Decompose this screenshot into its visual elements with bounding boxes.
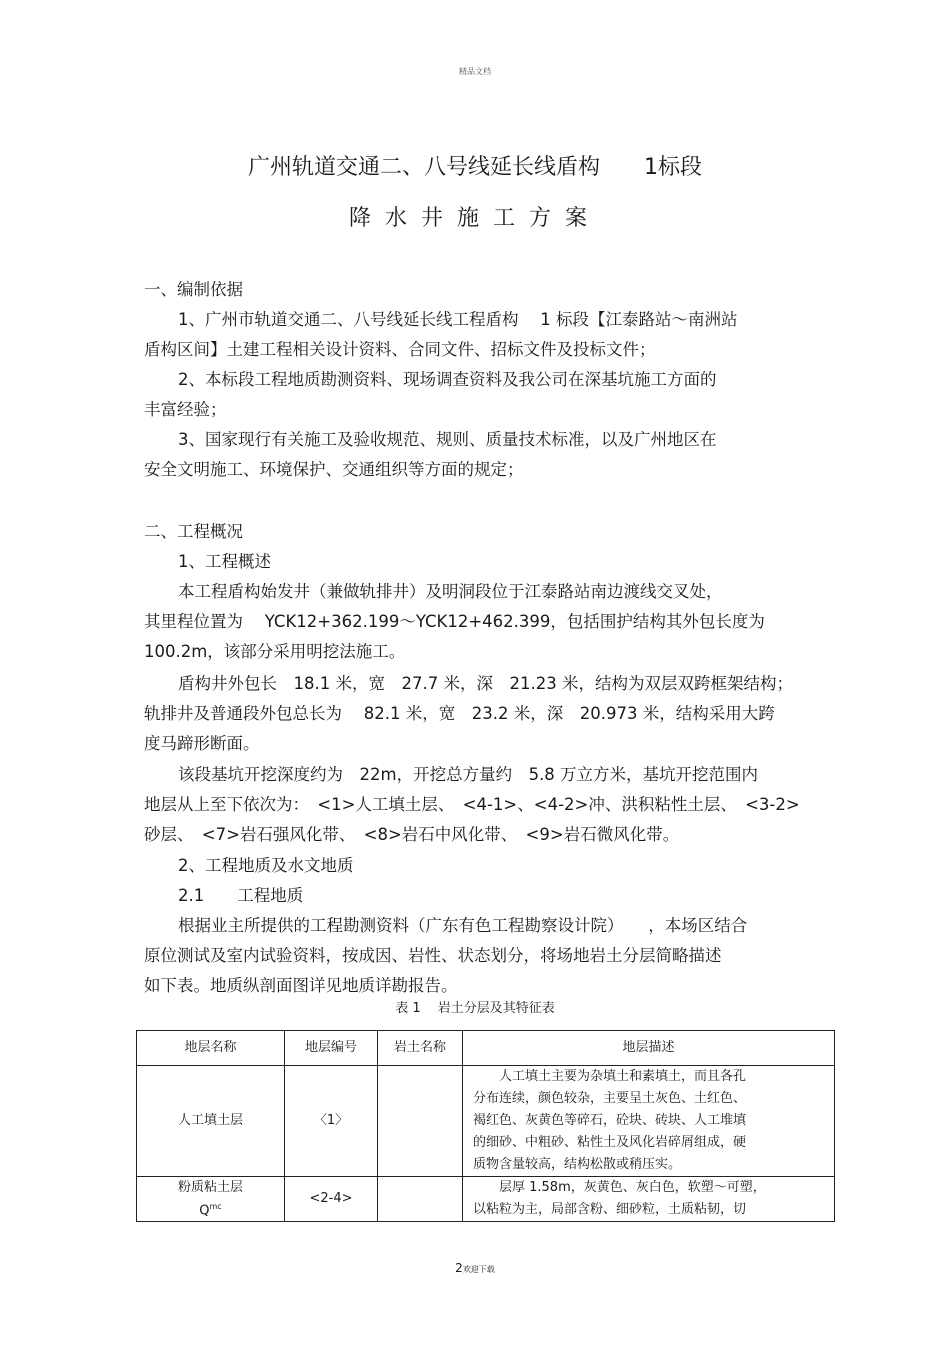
paragraph-line: 如下表。地质纵剖面图详见地质详勘报告。	[144, 976, 458, 995]
header-watermark: 精品文档	[459, 67, 491, 76]
description-line: 以粘粒为主，局部含粉、细砂粒，土质粘韧，切	[473, 1202, 747, 1217]
paragraph-line: 3、国家现行有关施工及验收规范、规则、质量技术标准，以及广州地区在	[178, 430, 717, 449]
subsection-heading: 2、工程地质及水文地质	[178, 856, 354, 875]
rock-name-cell	[378, 1066, 463, 1177]
paragraph-line: 本工程盾构始发井（兼做轨排井）及明洞段位于江泰路站南边渡线交叉处，	[178, 582, 723, 601]
paragraph-line: 根据业主所提供的工程勘测资料（广东有色工程勘察设计院） ，本场区结合	[178, 916, 748, 935]
paragraph-line: 其里程位置为 YCK12+362.199～YCK12+462.399，包括围护结构其外包长度为	[144, 612, 765, 631]
section-heading: 一、编制依据	[144, 280, 243, 299]
paragraph-line: 2、本标段工程地质勘测资料、现场调查资料及我公司在深基坑施工方面的	[178, 370, 717, 389]
table-header-cell: 岩土名称	[378, 1031, 463, 1066]
stratum-code-cell: <2-4>	[285, 1177, 378, 1222]
section-heading: 二、工程概况	[144, 522, 243, 541]
paragraph-line: 1、广州市轨道交通二、八号线延长线工程盾构 1 标段【江泰路站～南洲站	[178, 310, 738, 329]
description-line: 人工填土主要为杂填土和素填土，而且各孔	[499, 1069, 747, 1084]
page-footer	[0, 1261, 950, 1275]
table-header-cell: 地层名称	[137, 1031, 285, 1066]
strata-table	[136, 1030, 835, 1222]
table-header-row	[137, 1031, 835, 1066]
stratum-code-cell: 〈1〉	[285, 1066, 378, 1177]
stratum-description-cell	[463, 1066, 835, 1177]
table-header-cell: 地层描述	[463, 1031, 835, 1066]
subsection-heading: 2.1 工程地质	[178, 886, 304, 905]
stratum-name: 粉质粘土层	[177, 1179, 243, 1195]
stratum-description-cell	[463, 1177, 835, 1222]
description-line: 质物含量较高，结构松散或稍压实。	[473, 1157, 682, 1172]
paragraph-line: 盾构区间】土建工程相关设计资料、合同文件、招标文件及投标文件；	[144, 340, 656, 359]
stratum-name-cell: 人工填土层	[137, 1066, 285, 1177]
paragraph-line: 原位测试及室内试验资料，按成因、岩性、状态划分，将场地岩土分层简略描述	[144, 946, 722, 965]
paragraph-line: 安全文明施工、环境保护、交通组织等方面的规定；	[144, 460, 524, 479]
stratum-age-symbol: $Q^{mc}$	[199, 1201, 222, 1219]
table-row	[137, 1177, 835, 1222]
paragraph-line: 地层从上至下依次为： <1>人工填土层、 <4-1>、<4-2>冲、洪积粘性土层、 <3-2>	[144, 795, 800, 814]
description-line: 的细砂、中粗砂、粘性土及风化岩碎屑组成，硬	[473, 1135, 747, 1150]
paragraph-line: 丰富经验；	[144, 400, 227, 419]
rock-name-cell	[378, 1177, 463, 1222]
description-line: 层厚 1.58m，灰黄色、灰白色，软塑～可塑，	[499, 1180, 766, 1195]
document-title: 广州轨道交通二、八号线延长线盾构 1标段	[248, 155, 702, 180]
stratum-name-cell	[137, 1177, 285, 1222]
description-line: 分布连续，颜色较杂，主要呈土灰色、土红色、	[473, 1091, 747, 1106]
description-line: 褐红色、灰黄色等碎石，砼块、砖块、人工堆填	[473, 1113, 747, 1128]
subsection-heading: 1、工程概述	[178, 552, 271, 571]
paragraph-line: 轨排井及普通段外包总长为 82.1 米，宽 23.2 米，深 20.973 米，结构采用大跨	[144, 704, 775, 723]
paragraph-line: 度马蹄形断面。	[144, 734, 260, 753]
paragraph-line: 该段基坑开挖深度约为 22m，开挖总方量约 5.8 万立方米，基坑开挖范围内	[178, 765, 759, 784]
footer-note: 欢迎下载	[462, 1265, 495, 1274]
table-caption: 表 1 岩土分层及其特征表	[395, 1001, 555, 1016]
paragraph-line: 100.2m，该部分采用明挖法施工。	[144, 642, 406, 661]
paragraph-line: 砂层、 <7>岩石强风化带、 <8>岩石中风化带、 <9>岩石微风化带。	[144, 825, 680, 844]
page-number: 2	[455, 1261, 463, 1275]
document-subtitle: 降水井施工方案	[348, 206, 601, 231]
paragraph-line: 盾构井外包长 18.1 米，宽 27.7 米，深 21.23 米，结构为双层双跨框架结构；	[178, 674, 793, 693]
table-header-cell: 地层编号	[285, 1031, 378, 1066]
table-row	[137, 1066, 835, 1177]
